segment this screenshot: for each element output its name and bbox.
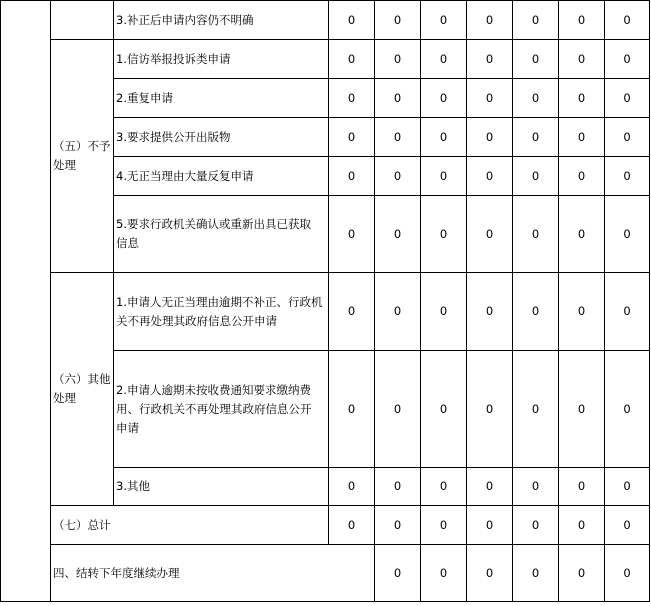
value-cell: 0 <box>421 1 467 40</box>
total-label: （七）总计 <box>51 506 329 545</box>
row-label-line: 2.申请人逾期未按收费通知要求缴纳费 <box>116 382 311 397</box>
value-cell: 0 <box>559 1 605 40</box>
value-cell: 0 <box>375 40 421 79</box>
group-label-line: （五）不予 <box>53 139 111 153</box>
carry-over-label: 四、结转下年度继续办理 <box>51 545 375 602</box>
value-cell: 0 <box>421 351 467 468</box>
row-label-line: 关不再处理其政府信息公开申请 <box>116 313 277 328</box>
value-cell: 0 <box>375 468 421 506</box>
value-cell: 0 <box>329 506 375 545</box>
value-cell: 0 <box>513 545 559 602</box>
value-cell: 0 <box>513 273 559 351</box>
value-cell: 0 <box>467 468 513 506</box>
value-cell: 0 <box>467 79 513 118</box>
group-label-not-processed <box>51 40 114 273</box>
value-cell: 0 <box>559 273 605 351</box>
row-label-line: 5.要求行政机关确认或重新出具已获取 <box>116 217 311 231</box>
group-label-line: 处理 <box>53 158 76 172</box>
value-cell: 0 <box>421 118 467 157</box>
value-cell: 0 <box>375 196 421 273</box>
value-cell: 0 <box>467 506 513 545</box>
value-cell: 0 <box>467 273 513 351</box>
group-label-line: 处理 <box>53 391 76 405</box>
row-label-line: 信息 <box>116 236 139 250</box>
group-label-line: （六）其他 <box>53 372 111 386</box>
value-cell: 0 <box>421 273 467 351</box>
value-cell: 0 <box>329 468 375 506</box>
value-cell: 0 <box>513 79 559 118</box>
value-cell: 0 <box>513 118 559 157</box>
row-label: 3.要求提供公开出版物 <box>114 118 329 157</box>
value-cell: 0 <box>513 1 559 40</box>
table-row <box>1 40 650 79</box>
value-cell: 0 <box>605 40 650 79</box>
row-label-line: 用、行政机关不再处理其政府信息公开 <box>116 401 312 416</box>
value-cell: 0 <box>421 157 467 196</box>
value-cell: 0 <box>375 79 421 118</box>
value-cell: 0 <box>513 468 559 506</box>
value-cell: 0 <box>605 196 650 273</box>
value-cell: 0 <box>559 506 605 545</box>
value-cell: 0 <box>421 468 467 506</box>
value-cell: 0 <box>559 118 605 157</box>
value-cell: 0 <box>559 157 605 196</box>
value-cell: 0 <box>605 506 650 545</box>
value-cell: 0 <box>329 196 375 273</box>
value-cell: 0 <box>513 351 559 468</box>
value-cell: 0 <box>559 545 605 602</box>
value-cell: 0 <box>375 351 421 468</box>
table-row <box>1 273 650 351</box>
value-cell: 0 <box>513 40 559 79</box>
value-cell: 0 <box>605 79 650 118</box>
value-cell: 0 <box>375 118 421 157</box>
value-cell: 0 <box>421 545 467 602</box>
value-cell: 0 <box>421 196 467 273</box>
value-cell: 0 <box>559 196 605 273</box>
row-label: 1.信访举报投诉类申请 <box>114 40 329 79</box>
value-cell: 0 <box>605 468 650 506</box>
value-cell: 0 <box>605 157 650 196</box>
value-cell: 0 <box>467 1 513 40</box>
value-cell: 0 <box>467 545 513 602</box>
value-cell: 0 <box>559 40 605 79</box>
value-cell: 0 <box>559 351 605 468</box>
row-label: 2.重复申请 <box>114 79 329 118</box>
value-cell: 0 <box>329 1 375 40</box>
group-cell-continued <box>51 1 114 40</box>
table-row <box>1 545 650 602</box>
value-cell: 0 <box>559 468 605 506</box>
value-cell: 0 <box>421 79 467 118</box>
value-cell: 0 <box>375 545 421 602</box>
value-cell: 0 <box>329 157 375 196</box>
value-cell: 0 <box>329 118 375 157</box>
value-cell: 0 <box>467 196 513 273</box>
value-cell: 0 <box>375 1 421 40</box>
value-cell: 0 <box>605 1 650 40</box>
row-label: 3.其他 <box>114 468 329 506</box>
value-cell: 0 <box>421 40 467 79</box>
value-cell: 0 <box>467 40 513 79</box>
value-cell: 0 <box>329 79 375 118</box>
value-cell: 0 <box>559 79 605 118</box>
value-cell: 0 <box>605 351 650 468</box>
value-cell: 0 <box>329 40 375 79</box>
value-cell: 0 <box>375 506 421 545</box>
table-row <box>1 506 650 545</box>
row-label: 4.无正当理由大量反复申请 <box>114 157 329 196</box>
row-label-line: 申请 <box>116 420 139 435</box>
value-cell: 0 <box>375 273 421 351</box>
row-label <box>114 351 329 468</box>
group-label-other-handling <box>51 273 114 506</box>
row-label <box>114 196 329 273</box>
value-cell: 0 <box>329 273 375 351</box>
value-cell: 0 <box>513 157 559 196</box>
section-category-cell <box>1 1 51 602</box>
value-cell: 0 <box>605 545 650 602</box>
value-cell: 0 <box>421 506 467 545</box>
value-cell: 0 <box>467 351 513 468</box>
value-cell: 0 <box>375 157 421 196</box>
value-cell: 0 <box>605 118 650 157</box>
value-cell: 0 <box>329 351 375 468</box>
value-cell: 0 <box>467 118 513 157</box>
value-cell: 0 <box>513 506 559 545</box>
row-label: 3.补正后申请内容仍不明确 <box>114 1 329 40</box>
table-row <box>1 1 650 40</box>
value-cell: 0 <box>467 157 513 196</box>
row-label-line: 1.申请人无正当理由逾期不补正、行政机 <box>116 294 323 309</box>
value-cell: 0 <box>605 273 650 351</box>
row-label <box>114 273 329 351</box>
value-cell: 0 <box>513 196 559 273</box>
